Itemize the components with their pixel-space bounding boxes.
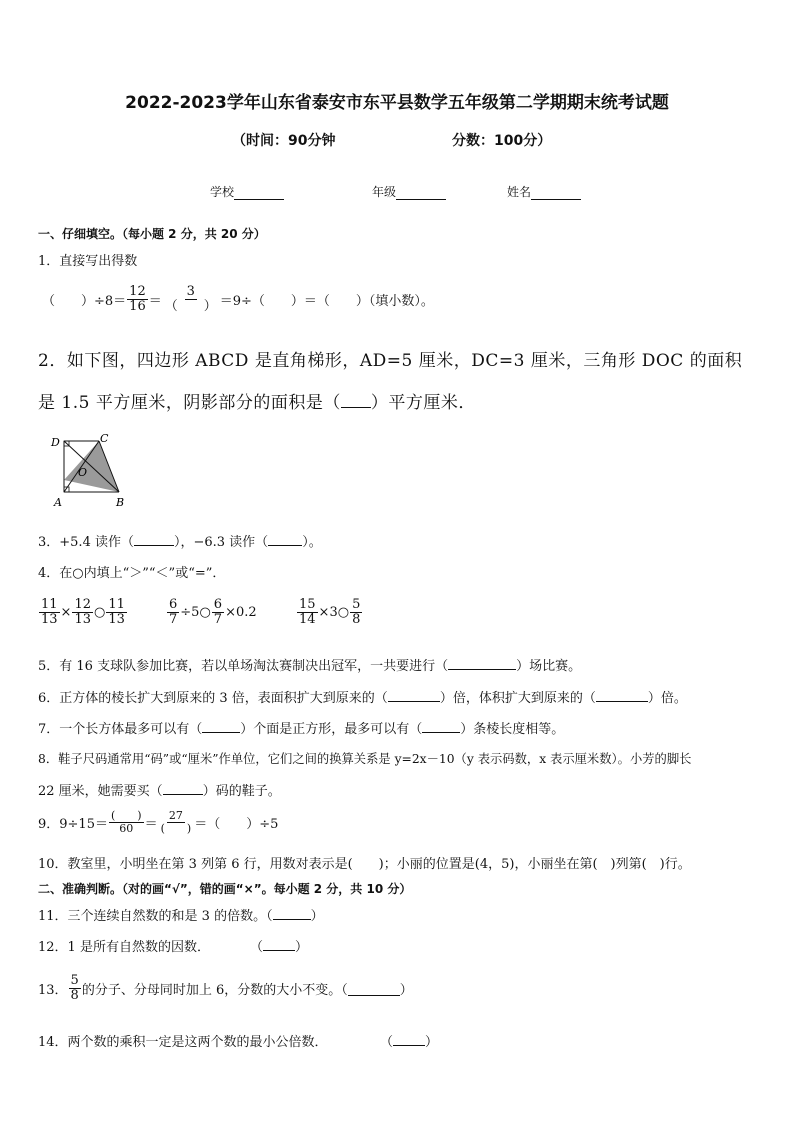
label-a: A [54,496,62,509]
school-field: 学校 [210,183,284,200]
label-b: B [116,496,125,509]
q14: 14．两个数的乘积一定是这两个数的最小公倍数． [38,1035,328,1050]
name-blank [531,187,581,200]
q11: 11．三个连续自然数的和是 3 的倍数。（ ） [38,909,324,924]
q1-fraction-2: $\frac{3}{( )}$ [164,284,217,315]
q13: 13． $\frac{5}{8}$ 的分子、分母同时加上 6，分数的大小不变。（ ） [38,973,413,1004]
q3: 3．+5.4 读作（ ），−6.3 读作（ ）。 [38,535,322,550]
q12-answer: （ ） [250,940,309,955]
q12: 12．1 是所有自然数的因数． [38,940,210,955]
q2-line2: 是 1.5 平方厘米，阴影部分的面积是（ ）平方厘米． [38,393,476,413]
q10: 10．教室里，小明坐在第 3 列第 6 行，用数对表示是( )；小丽的位置是(4，5)，小丽坐在第( )列第( )行。 [38,857,691,872]
q4-expr2: $\frac{6}{7}$ ÷5○ $\frac{6}{7}$ ×0.2 [169,597,257,628]
q4-expr1: $\frac{11}{13}$ × $\frac{12}{13}$ ○ $\frac{11}{13}$ [41,597,125,628]
q7: 7．一个长方体最多可以有（ ）个面是正方形，最多可以有（ ）条棱长度相等。 [38,722,565,737]
q6: 6．正方体的棱长扩大到原来的 3 倍，表面积扩大到原来的（ ）倍，体积扩大到原来的（ ）倍。 [38,691,687,706]
label-d: D [51,436,60,449]
q2-blank [341,407,371,408]
q5: 5．有 16 支球队参加比赛，若以单场淘汰赛制决出冠军，一共要进行（ ）场比赛。 [38,659,582,674]
q14-answer: （ ） [380,1035,439,1050]
page-title: 2022-2023学年山东省泰安市东平县数学五年级第二学期期末统考试题 [125,93,669,113]
name-field: 姓名 [507,183,581,200]
school-blank [234,187,284,200]
grade-field: 年级 [372,183,446,200]
time-label: （时间：90分钟 [232,133,336,149]
section2-heading: 二、准确判断。（对的画“√”，错的画“×”。每小题 2 分，共 10 分） [38,882,412,896]
q1-expression: （ ）÷8＝ $\frac{12}{16}$ ＝ $\frac{3}{( )}$ ＝9÷（ ）＝（ ）（填小数）。 [42,284,434,315]
trapezoid-figure [44,430,134,512]
q2-line1: 2．如下图，四边形 ABCD 是直角梯形，AD=5 厘米，DC=3 厘米，三角形 DOC 的面积 [38,351,743,371]
q8-line1: 8．鞋子尺码通常用“码”或“厘米”作单位，它们之间的换算关系是 y=2x－10（y 表示码数，x 表示厘米数）。小芳的脚长 [38,752,692,766]
q8-line2: 22 厘米，她需要买（ ）码的鞋子。 [38,784,281,799]
q1-fraction-1: $\frac{12}{16}$ [129,284,146,315]
q9: 9．9÷15＝ $\frac{( )}{60}$ ＝ $\frac{27}{( )}$ ＝（ ）÷5 [38,809,279,836]
score-label: 分数：100分） [452,133,552,149]
section1-heading: 一、仔细填空。（每小题 2 分，共 20 分） [38,227,266,241]
q1-label: 1．直接写出得数 [38,254,138,269]
q4-expr3: $\frac{15}{14}$ ×3○ $\frac{5}{8}$ [299,597,361,628]
grade-blank [396,187,446,200]
label-o: O [78,466,88,479]
label-c: C [100,432,109,445]
q4-label: 4．在○内填上“＞”“＜”或“=”． [38,566,226,581]
